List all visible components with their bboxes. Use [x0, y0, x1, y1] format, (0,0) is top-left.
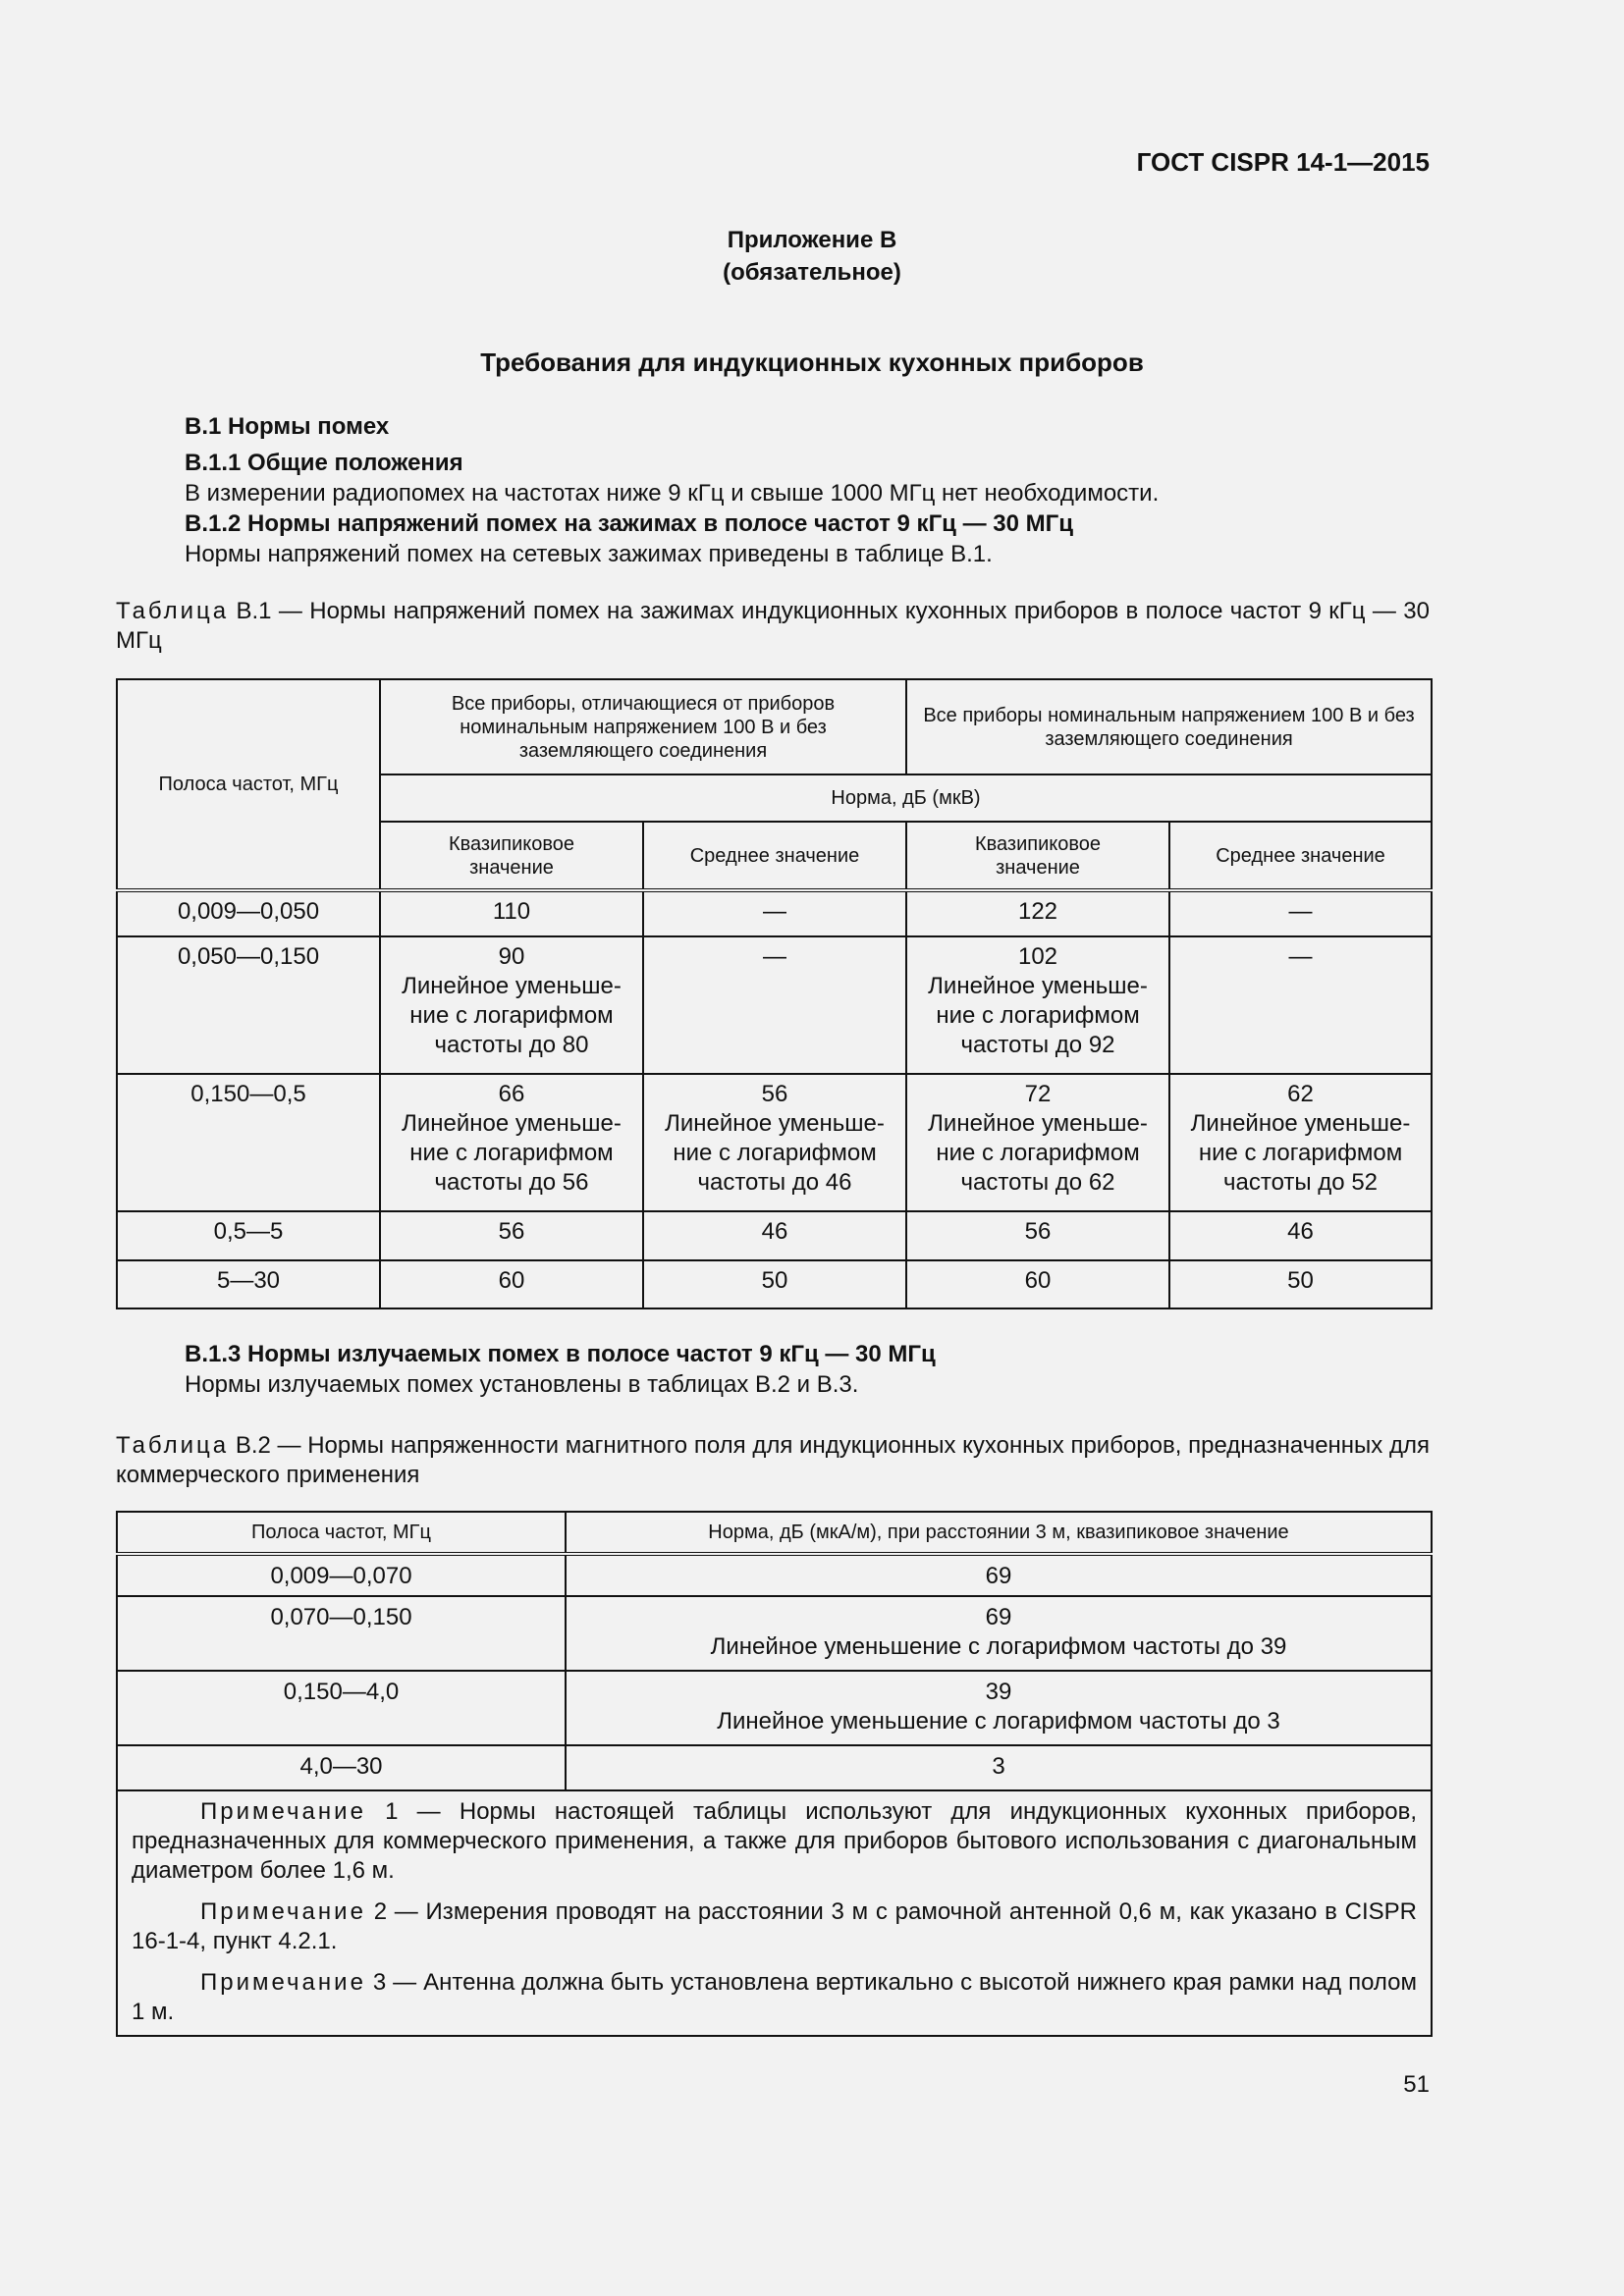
- table2-cell-freq: 0,070—0,150: [117, 1596, 566, 1671]
- table2-caption-text: В.2 — Нормы напряженности магнитного поля для индукционных кухонных приборов, предназначенных для коммерческого применения: [116, 1432, 1431, 1488]
- table1-cell: 102 Линейное уменьше- ние с логарифмом частоты до 92: [906, 936, 1169, 1074]
- table2-caption: [116, 1431, 1430, 1490]
- table1-cell: 50: [643, 1260, 906, 1308]
- table1-cell: 122: [906, 890, 1169, 936]
- clause-b1-heading: В.1 Нормы помех: [185, 413, 390, 440]
- table1-avg-2: Среднее значение: [1169, 822, 1432, 890]
- table1-cell: 56: [380, 1211, 643, 1260]
- clause-b13-text: Нормы излучаемых помех установлены в таблицах В.2 и В.3.: [185, 1371, 859, 1398]
- table2-cell-norm: 39 Линейное уменьшение с логарифмом частоты до 3: [566, 1671, 1432, 1745]
- note-label: Примечание: [200, 1969, 366, 1996]
- table1-cell-freq: 0,150—0,5: [117, 1074, 380, 1211]
- table1-cell: —: [1169, 936, 1432, 1074]
- table-row: [117, 1074, 1432, 1211]
- table1-cell: 50: [1169, 1260, 1432, 1308]
- table2-cell-norm: 69: [566, 1554, 1432, 1596]
- table1-caption-text: В.1 — Нормы напряжений помех на зажимах индукционных кухонных приборов в полосе частот 9 кГц — 30 МГц: [116, 598, 1431, 654]
- table1-caption: [116, 597, 1430, 656]
- table1-cell: —: [643, 890, 906, 936]
- table1-cell: 90 Линейное уменьше- ние с логарифмом частоты до 80: [380, 936, 643, 1074]
- table2-note-2: [132, 1897, 1417, 1956]
- table1-group2: Все приборы номинальным напряжением 100 В и без заземляющего соединения: [906, 679, 1432, 774]
- note-text: 3 — Антенна должна быть установлена вертикально с высотой нижнего края рамки над полом 1 м.: [132, 1969, 1418, 2025]
- table1-cell: 46: [643, 1211, 906, 1260]
- table1-avg-1: Среднее значение: [643, 822, 906, 890]
- annex-status: (обязательное): [723, 259, 901, 286]
- table-row: [117, 1554, 1432, 1596]
- table1-cell-freq: 0,050—0,150: [117, 936, 380, 1074]
- table1-group1: Все приборы, отличающиеся от приборов номинальным напряжением 100 В и без заземляющего соединения: [380, 679, 906, 774]
- clause-b11-heading: В.1.1 Общие положения: [185, 450, 463, 476]
- section-title: Требования для индукционных кухонных приборов: [480, 347, 1144, 377]
- table2: [116, 1511, 1433, 2037]
- table2-caption-label: Таблица: [116, 1432, 230, 1459]
- table1-norm: Норма, дБ (мкВ): [380, 774, 1432, 822]
- table1-cell: 66 Линейное уменьше- ние с логарифмом частоты до 56: [380, 1074, 643, 1211]
- table1-caption-label: Таблица: [116, 598, 230, 624]
- table2-cell-freq: 0,150—4,0: [117, 1671, 566, 1745]
- annex-title: Приложение В: [727, 227, 897, 253]
- table1-cell-freq: 0,009—0,050: [117, 890, 380, 936]
- clause-b13: [185, 1339, 936, 1400]
- table1-cell: —: [1169, 890, 1432, 936]
- table1-cell: 62 Линейное уменьше- ние с логарифмом частоты до 52: [1169, 1074, 1432, 1211]
- table2-cell-norm: 69 Линейное уменьшение с логарифмом частоты до 39: [566, 1596, 1432, 1671]
- table1-cell: 60: [906, 1260, 1169, 1308]
- clause-b11-text: В измерении радиопомех на частотах ниже 9 кГц и свыше 1000 МГц нет необходимости.: [185, 480, 1160, 507]
- table2-note-3: [132, 1968, 1417, 2027]
- table-row: [117, 1671, 1432, 1745]
- page-number: 51: [1403, 2071, 1430, 2098]
- table1-cell: 72 Линейное уменьше- ние с логарифмом частоты до 62: [906, 1074, 1169, 1211]
- table-row: [117, 936, 1432, 1074]
- note-label: Примечание: [200, 1798, 366, 1825]
- note-text: 2 — Измерения проводят на расстоянии 3 м с рамочной антенной 0,6 м, как указано в CISPR 16-1-4, пункт 4.2.1.: [132, 1898, 1417, 1954]
- table2-cell-freq: 4,0—30: [117, 1745, 566, 1790]
- table1-qp-2: Квазипиковое значение: [906, 822, 1169, 890]
- table-row: [117, 1596, 1432, 1671]
- clause-b12-text: Нормы напряжений помех на сетевых зажимах приведены в таблице В.1.: [185, 541, 993, 567]
- table1-cell: 56 Линейное уменьше- ние с логарифмом частоты до 46: [643, 1074, 906, 1211]
- table-row: [117, 890, 1432, 936]
- table2-cell-freq: 0,009—0,070: [117, 1554, 566, 1596]
- document-header: ГОСТ CISPR 14-1—2015: [1136, 147, 1430, 177]
- note-label: Примечание: [200, 1898, 366, 1925]
- annex-heading: [0, 224, 1624, 289]
- table1-cell: 56: [906, 1211, 1169, 1260]
- clause-b11: [185, 448, 1159, 569]
- table2-col-freq: Полоса частот, МГц: [117, 1512, 566, 1554]
- table1-col-freq: Полоса частот, МГц: [117, 679, 380, 890]
- table-row: [117, 1745, 1432, 1790]
- table1-cell-freq: 0,5—5: [117, 1211, 380, 1260]
- table1: [116, 678, 1433, 1309]
- clause-b12-heading: В.1.2 Нормы напряжений помех на зажимах в полосе частот 9 кГц — 30 МГц: [185, 510, 1073, 537]
- table2-col-norm: Норма, дБ (мкА/м), при расстоянии 3 м, квазипиковое значение: [566, 1512, 1432, 1554]
- table1-cell-freq: 5—30: [117, 1260, 380, 1308]
- table2-notes: [117, 1790, 1432, 2036]
- table1-qp-1: Квазипиковое значение: [380, 822, 643, 890]
- table2-note-1: [132, 1797, 1417, 1886]
- table-row: [117, 1211, 1432, 1260]
- table1-cell: 110: [380, 890, 643, 936]
- table1-cell: 60: [380, 1260, 643, 1308]
- table1-cell: 46: [1169, 1211, 1432, 1260]
- note-text: 1 — Нормы настоящей таблицы используют для индукционных кухонных приборов, предназначенных для коммерческого применения, а также для приборов бытового использования с диагональным диаметром более 1,6 м.: [132, 1798, 1417, 1884]
- table1-cell: —: [643, 936, 906, 1074]
- table-row: [117, 1260, 1432, 1308]
- clause-b13-heading: В.1.3 Нормы излучаемых помех в полосе частот 9 кГц — 30 МГц: [185, 1341, 936, 1367]
- table2-cell-norm: 3: [566, 1745, 1432, 1790]
